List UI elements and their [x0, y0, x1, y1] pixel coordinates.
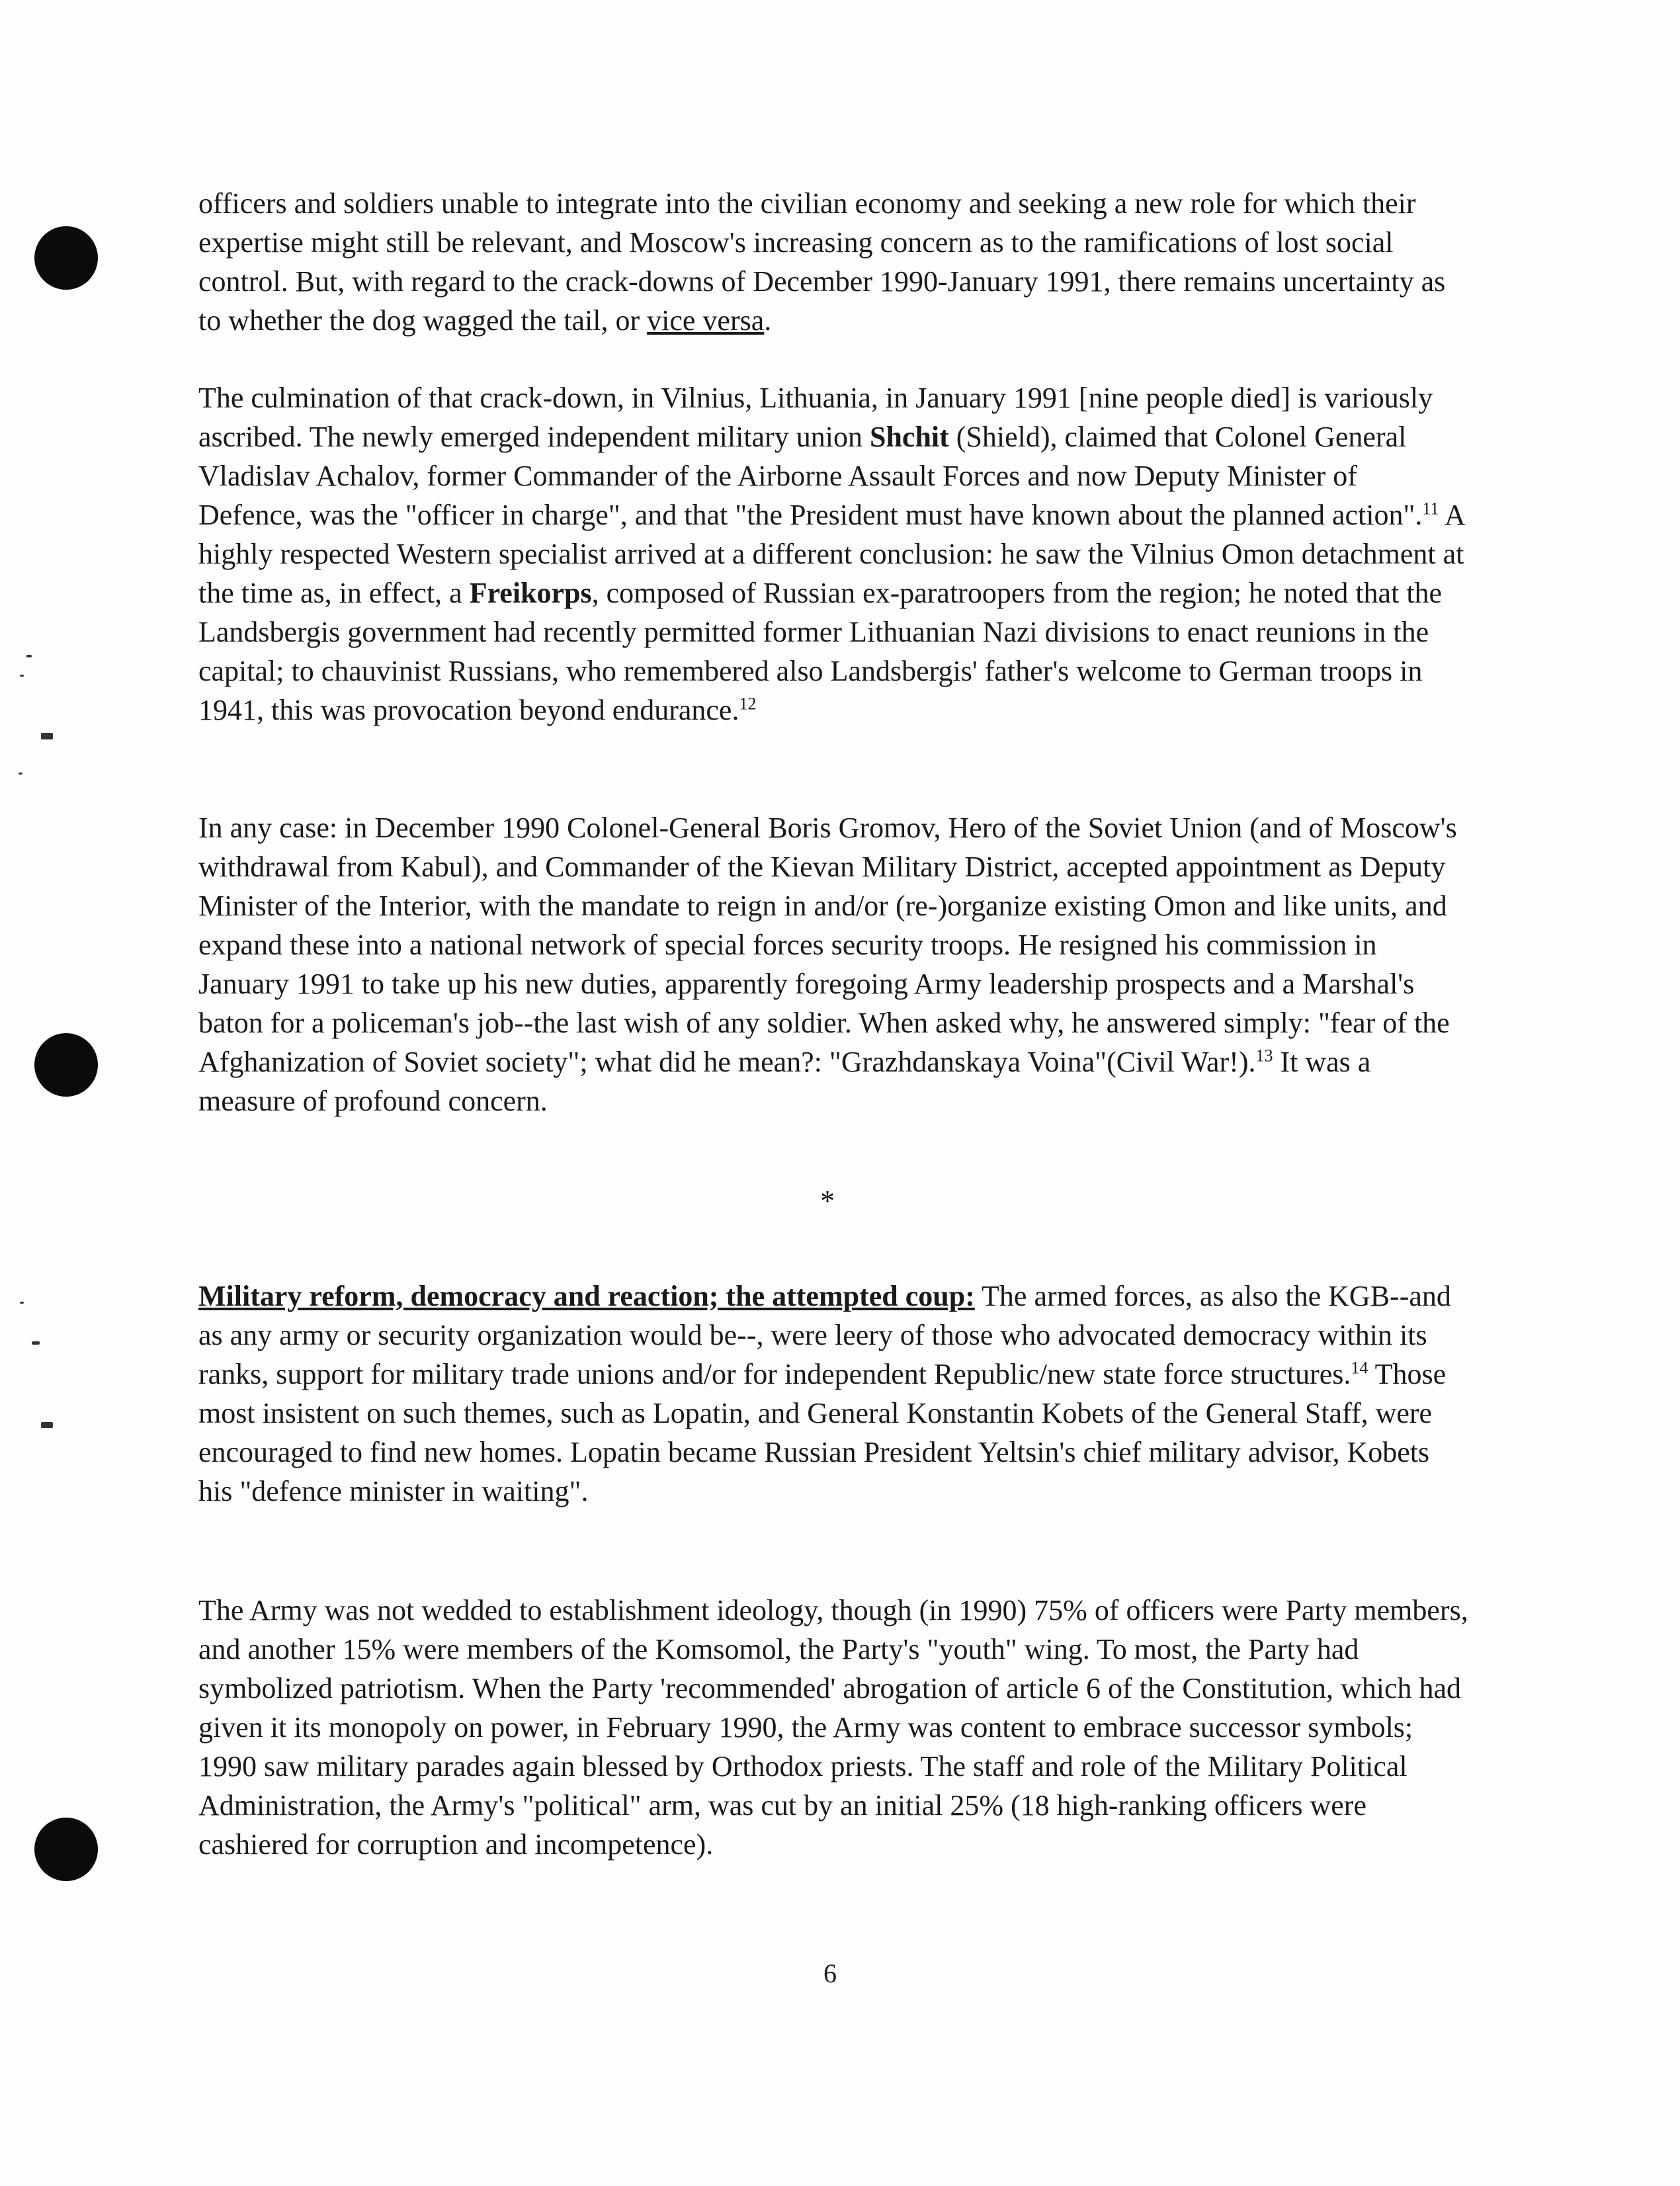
scan-speck	[41, 1422, 53, 1428]
underlined-phrase: vice versa	[647, 304, 765, 337]
footnote-ref-14: 14	[1351, 1358, 1368, 1378]
punch-hole-middle	[34, 1033, 98, 1097]
scan-speck	[19, 773, 22, 775]
paragraph-2	[198, 378, 1468, 730]
paragraph-1-text: officers and soldiers unable to integrate into the civilian economy and seeking a new role for which their expertise might still be relevant, and Moscow's increasing concern as to the ramifications of lost social control. But, with regard to the crack-downs of December 1990-January 1991, there remains uncertainty as to whether the dog wagged the tail, or	[198, 187, 1446, 337]
paragraph-1	[198, 184, 1468, 340]
bold-term-shchit: Shchit	[869, 421, 949, 453]
paragraph-1-end: .	[764, 304, 772, 337]
paragraph-2-text-d: , composed of Russian ex-paratroopers from the region; he noted that the Landsbergis government had recently permitted former Lithuanian Nazi divisions to enact reunions in the capital; to chauvinist Russians, who remembered also Landsbergis' father's welcome to German troops in 1941, this was provocation beyond endurance.	[198, 577, 1443, 726]
bold-term-freikorps: Freikorps	[469, 577, 592, 609]
section-separator: *	[820, 1185, 835, 1217]
paragraph-3	[198, 808, 1468, 1120]
paragraph-5-text: The Army was not wedded to establishment ideology, though (in 1990) 75% of officers were Party members, and another 15% were members of the Komsomol, the Party's "youth" wing. To most, the Party had symbolized patriotism. When the Party 'recommended' abrogation of article 6 of the Constitution, which had given it its monopoly on power, in February 1990, the Army was content to embrace successor symbols; 1990 saw military parades again blessed by Orthodox priests. The staff and role of the Military Political Administration, the Army's "political" arm, was cut by an initial 25% (18 high-ranking officers were cashiered for corruption and incompetence).	[198, 1594, 1468, 1861]
footnote-ref-12: 12	[739, 694, 757, 714]
paragraph-2-text-b: (Shield), claimed that Colonel General Vladislav Achalov, former Commander of the Airborne Assault Forces and now Deputy Minister of Defence, was the "officer in charge", and that "the President must have known about the planned action".	[198, 421, 1423, 531]
footnote-ref-13: 13	[1255, 1046, 1273, 1066]
paragraph-2-text-a: The culmination of that crack-down, in Vilnius, Lithuania, in January 1991 [nine people died] is variously ascribed. The newly emerged independent military union	[198, 382, 1433, 453]
paragraph-2-text-c: A highly respected Western specialist arrived at a different conclusion: he saw the Vilnius Omon detachment at the time as, in effect, a	[198, 499, 1464, 609]
page-number: 6	[823, 1958, 837, 1988]
paragraph-3-text-b: It was a measure of profound concern.	[198, 1046, 1371, 1117]
punch-hole-top	[34, 226, 98, 290]
paragraph-5	[198, 1591, 1468, 1864]
punch-hole-bottom	[34, 1818, 98, 1881]
section-heading: Military reform, democracy and reaction; the attempted coup:	[198, 1280, 975, 1312]
paragraph-4	[198, 1277, 1468, 1511]
scan-speck	[32, 1341, 40, 1345]
scan-speck	[41, 733, 53, 739]
footnote-ref-11: 11	[1422, 499, 1439, 519]
scan-speck	[20, 1302, 24, 1304]
paragraph-4-text-b: Those most insistent on such themes, such as Lopatin, and General Konstantin Kobets of the General Staff, were encouraged to find new homes. Lopatin became Russian President Yeltsin's chief military advisor, Kobets his "defence minister in waiting".	[198, 1358, 1447, 1507]
paragraph-4-text-a: The armed forces, as also the KGB--and as any army or security organization would be--, were leery of those who advocated democracy within its ranks, support for military trade unions and/or for independent Republic/new state force structures.	[198, 1280, 1451, 1390]
paragraph-3-text-a: In any case: in December 1990 Colonel-General Boris Gromov, Hero of the Soviet Union (and of Moscow's withdrawal from Kabul), and Commander of the Kievan Military District, accepted appointment as Deputy Minister of the Interior, with the mandate to reign in and/or (re-)organize existing Omon and like units, and expand these into a national network of special forces security troops. He resigned his commission in January 1991 to take up his new duties, apparently foregoing Army leadership prospects and a Marshal's baton for a policeman's job--the last wish of any soldier. When asked why, he answered simply: "fear of the Afghanization of Soviet society"; what did he mean?: "Grazhdanskaya Voina"(Civil War!).	[198, 812, 1457, 1078]
scan-speck	[26, 655, 32, 657]
scan-speck	[20, 675, 24, 677]
